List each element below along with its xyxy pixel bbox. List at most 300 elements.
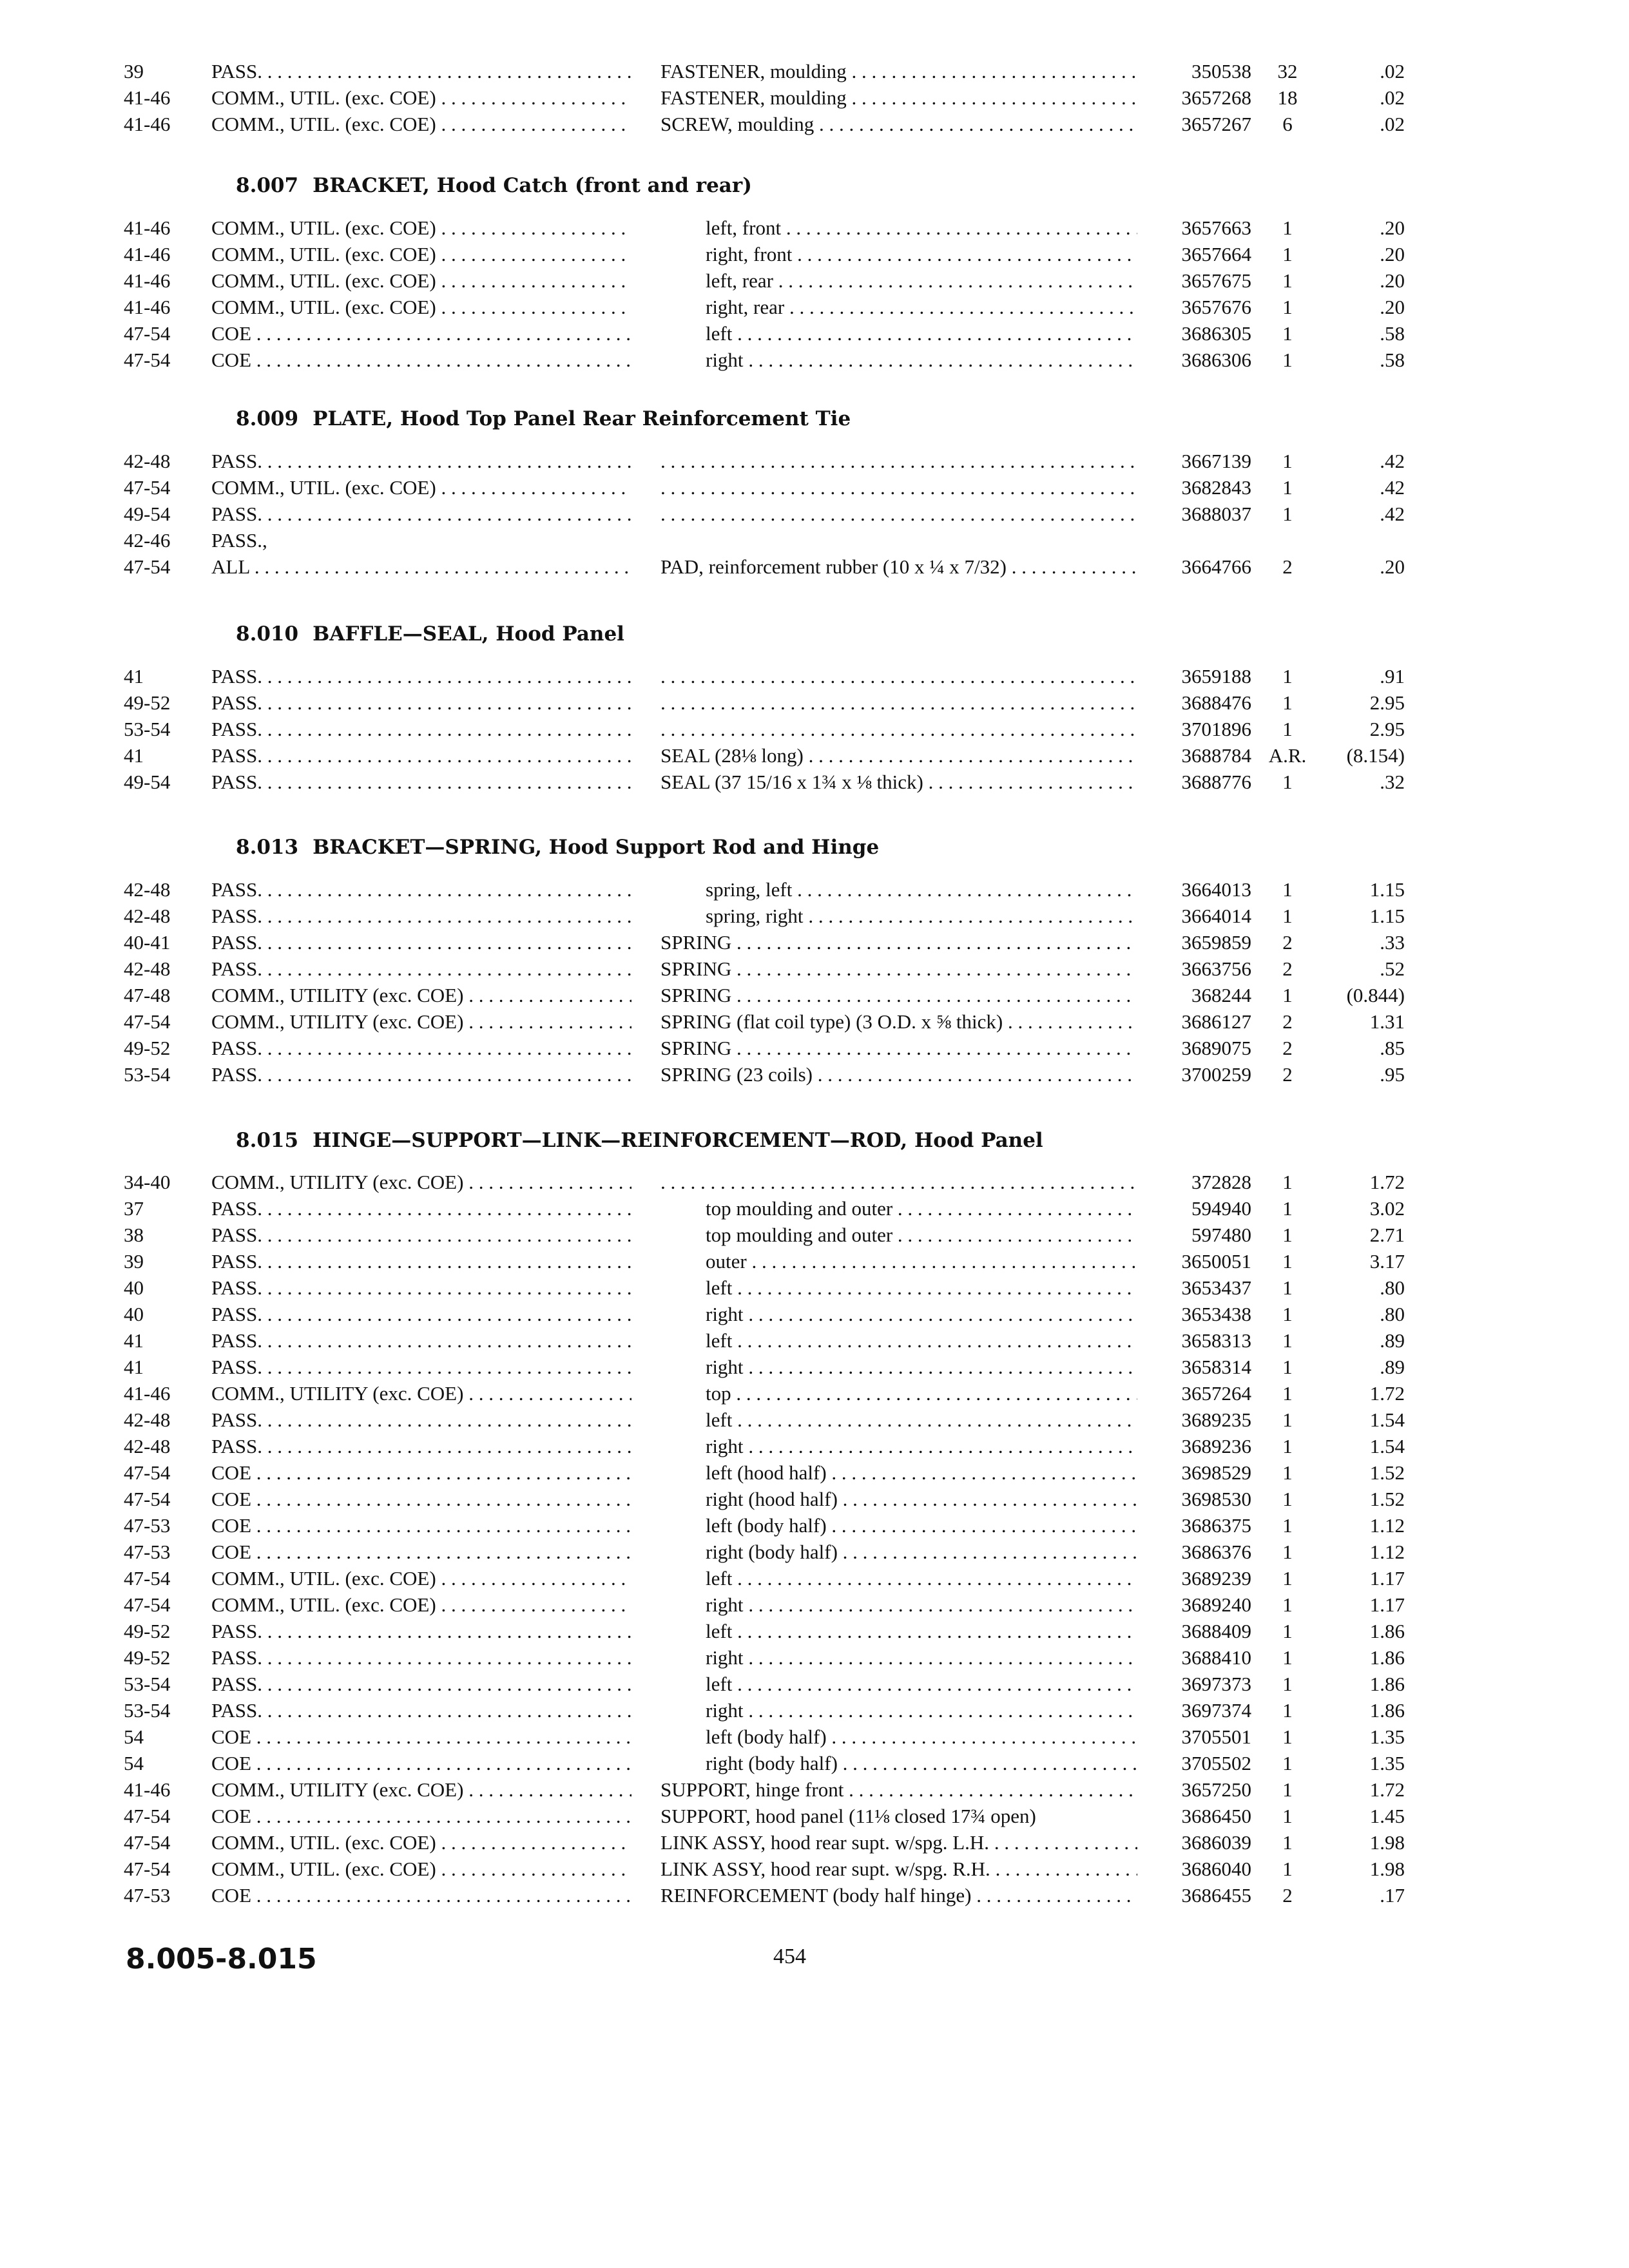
row-model-text: COE bbox=[211, 1884, 251, 1907]
row-part-number: 3653437 bbox=[1181, 1276, 1251, 1299]
row-price: .80 bbox=[1380, 1303, 1405, 1325]
row-quantity: 1 bbox=[1282, 1303, 1293, 1325]
row-model bbox=[211, 474, 631, 501]
row-model bbox=[211, 58, 631, 84]
row-quantity: 1 bbox=[1282, 1171, 1293, 1193]
row-part-number: 3698529 bbox=[1181, 1461, 1251, 1484]
row-description-text: LINK ASSY, hood rear supt. w/spg. L.H. bbox=[660, 1831, 990, 1854]
row-description bbox=[660, 1776, 1137, 1803]
row-quantity: 1 bbox=[1282, 1725, 1293, 1748]
table-row bbox=[0, 1459, 1629, 1486]
row-years: 54 bbox=[124, 1725, 144, 1748]
row-quantity: 1 bbox=[1282, 1514, 1293, 1537]
row-model bbox=[211, 84, 631, 111]
row-model-text: PASS. bbox=[211, 1329, 263, 1352]
table-row bbox=[0, 716, 1629, 742]
row-part-number: 3664766 bbox=[1181, 555, 1251, 578]
row-description-text: SPRING bbox=[660, 931, 732, 954]
row-part-number: 3688037 bbox=[1181, 503, 1251, 525]
table-row bbox=[0, 527, 1629, 553]
row-part-number: 3659188 bbox=[1181, 665, 1251, 687]
row-description bbox=[706, 1724, 1137, 1750]
row-model bbox=[211, 929, 631, 956]
row-quantity: 1 bbox=[1282, 665, 1293, 687]
row-years: 41-46 bbox=[124, 113, 171, 135]
row-description-text: right bbox=[706, 1646, 744, 1669]
table-row bbox=[0, 320, 1629, 347]
row-quantity: 1 bbox=[1282, 1382, 1293, 1405]
row-description bbox=[706, 1222, 1137, 1248]
row-price: 1.15 bbox=[1369, 905, 1405, 927]
row-part-number: 3686306 bbox=[1181, 349, 1251, 371]
row-description-text: right bbox=[706, 1699, 744, 1722]
row-years: 49-54 bbox=[124, 771, 171, 793]
row-quantity: 2 bbox=[1282, 1010, 1293, 1033]
row-description-text: right (hood half) bbox=[706, 1488, 838, 1510]
row-description bbox=[660, 111, 1137, 137]
row-description bbox=[706, 1407, 1137, 1433]
row-description-text: right bbox=[706, 1435, 744, 1457]
table-row bbox=[0, 1697, 1629, 1724]
row-part-number: 3667139 bbox=[1181, 450, 1251, 472]
row-price: .52 bbox=[1380, 957, 1405, 980]
row-quantity: 1 bbox=[1282, 1858, 1293, 1880]
row-description-text: right (body half) bbox=[706, 1752, 838, 1774]
row-model-text: COMM., UTIL. (exc. COE) bbox=[211, 243, 436, 265]
table-row bbox=[0, 1486, 1629, 1512]
row-part-number: 3698530 bbox=[1181, 1488, 1251, 1510]
row-quantity: 1 bbox=[1282, 1197, 1293, 1220]
row-part-number: 3705502 bbox=[1181, 1752, 1251, 1774]
row-quantity: 1 bbox=[1282, 1408, 1293, 1431]
row-model bbox=[211, 1274, 631, 1301]
row-price: 1.17 bbox=[1369, 1567, 1405, 1590]
table-row bbox=[0, 982, 1629, 1008]
row-quantity: 1 bbox=[1282, 1276, 1293, 1299]
row-description-text: top moulding and outer bbox=[706, 1224, 893, 1246]
table-row bbox=[0, 1169, 1629, 1195]
row-model bbox=[211, 294, 631, 320]
row-model bbox=[211, 553, 631, 580]
row-part-number: 3705501 bbox=[1181, 1725, 1251, 1748]
row-part-number: 3686040 bbox=[1181, 1858, 1251, 1880]
row-price: 1.12 bbox=[1369, 1541, 1405, 1563]
row-quantity: 2 bbox=[1282, 1037, 1293, 1059]
table-row bbox=[0, 1618, 1629, 1644]
row-model bbox=[211, 1222, 631, 1248]
row-description-text: SPRING bbox=[660, 1037, 732, 1059]
table-row bbox=[0, 742, 1629, 769]
row-part-number: 372828 bbox=[1191, 1171, 1251, 1193]
row-model-text: COMM., UTIL. (exc. COE) bbox=[211, 296, 436, 318]
row-part-number: 3686305 bbox=[1181, 322, 1251, 345]
row-years: 47-54 bbox=[124, 1461, 171, 1484]
row-price: 1.17 bbox=[1369, 1593, 1405, 1616]
row-model bbox=[211, 1486, 631, 1512]
row-part-number: 3697373 bbox=[1181, 1673, 1251, 1695]
row-model-text: COE bbox=[211, 1461, 251, 1484]
row-price: .20 bbox=[1380, 216, 1405, 239]
row-model-text: PASS. bbox=[211, 450, 263, 472]
row-price: 1.54 bbox=[1369, 1435, 1405, 1457]
row-part-number: 3657675 bbox=[1181, 269, 1251, 292]
row-part-number: 3689075 bbox=[1181, 1037, 1251, 1059]
row-price: .80 bbox=[1380, 1276, 1405, 1299]
row-price: .89 bbox=[1380, 1356, 1405, 1378]
row-model-text: COMM., UTILITY (exc. COE) bbox=[211, 1010, 464, 1033]
row-model-text: COMM., UTIL. (exc. COE) bbox=[211, 1831, 436, 1854]
row-description-text: SUPPORT, hinge front bbox=[660, 1778, 844, 1801]
row-description bbox=[660, 448, 1137, 474]
row-price: .33 bbox=[1380, 931, 1405, 954]
row-description bbox=[706, 1591, 1137, 1618]
row-price: 1.15 bbox=[1369, 878, 1405, 901]
row-part-number: 3686375 bbox=[1181, 1514, 1251, 1537]
row-years: 40-41 bbox=[124, 931, 171, 954]
row-model-text: PASS. bbox=[211, 1356, 263, 1378]
row-description bbox=[706, 320, 1137, 347]
table-row bbox=[0, 1301, 1629, 1327]
row-model-text: COE bbox=[211, 1805, 251, 1827]
footer-section-range: 8.005-8.015 bbox=[126, 1943, 317, 1975]
row-price: .91 bbox=[1380, 665, 1405, 687]
row-quantity: 1 bbox=[1282, 243, 1293, 265]
row-description bbox=[706, 1274, 1137, 1301]
section-title: HINGE—SUPPORT—LINK—REINFORCEMENT—ROD, Hood Panel bbox=[313, 1129, 1043, 1152]
row-years: 47-54 bbox=[124, 1831, 171, 1854]
row-quantity: 1 bbox=[1282, 1488, 1293, 1510]
row-description-text: top bbox=[706, 1382, 731, 1405]
row-description-text: SEAL (37 15/16 x 1¾ x ⅛ thick) bbox=[660, 771, 923, 793]
row-part-number: 3653438 bbox=[1181, 1303, 1251, 1325]
row-quantity: 1 bbox=[1282, 269, 1293, 292]
row-part-number: 3682843 bbox=[1181, 476, 1251, 499]
row-part-number: 594940 bbox=[1191, 1197, 1251, 1220]
row-description bbox=[660, 663, 1137, 689]
row-part-number: 3701896 bbox=[1181, 718, 1251, 740]
row-description bbox=[706, 1618, 1137, 1644]
row-description-text: spring, left bbox=[706, 878, 793, 901]
row-description-text: LINK ASSY, hood rear supt. w/spg. R.H. bbox=[660, 1858, 990, 1880]
table-row bbox=[0, 1407, 1629, 1433]
row-model-text: COE bbox=[211, 349, 251, 371]
row-description-text: left bbox=[706, 1329, 733, 1352]
row-years: 49-52 bbox=[124, 1646, 171, 1669]
row-part-number: 3688476 bbox=[1181, 691, 1251, 714]
row-model bbox=[211, 1169, 631, 1195]
row-model bbox=[211, 956, 631, 982]
row-description-text: SCREW, moulding bbox=[660, 113, 815, 135]
row-description bbox=[660, 474, 1137, 501]
row-years: 54 bbox=[124, 1752, 144, 1774]
row-quantity: 18 bbox=[1277, 86, 1298, 109]
row-quantity: 1 bbox=[1282, 984, 1293, 1006]
row-model-text: PASS. bbox=[211, 1620, 263, 1642]
row-years: 47-54 bbox=[124, 1805, 171, 1827]
row-description bbox=[706, 241, 1137, 267]
row-price: 1.35 bbox=[1369, 1725, 1405, 1748]
row-model bbox=[211, 111, 631, 137]
row-quantity: 6 bbox=[1282, 113, 1293, 135]
row-model bbox=[211, 1644, 631, 1671]
row-description bbox=[660, 716, 1137, 742]
row-model bbox=[211, 1776, 631, 1803]
row-description bbox=[706, 347, 1137, 373]
table-row bbox=[0, 1061, 1629, 1088]
row-price: .95 bbox=[1380, 1063, 1405, 1086]
row-years: 39 bbox=[124, 60, 144, 82]
row-description-text: right bbox=[706, 1356, 744, 1378]
row-years: 49-52 bbox=[124, 691, 171, 714]
row-years: 47-53 bbox=[124, 1541, 171, 1563]
row-model bbox=[211, 903, 631, 929]
row-years: 41 bbox=[124, 744, 144, 767]
row-description-text: right bbox=[706, 1303, 744, 1325]
row-model bbox=[211, 1301, 631, 1327]
row-model bbox=[211, 215, 631, 241]
row-price: 1.35 bbox=[1369, 1752, 1405, 1774]
row-model-text: COMM., UTIL. (exc. COE) bbox=[211, 216, 436, 239]
row-part-number: 3686039 bbox=[1181, 1831, 1251, 1854]
row-part-number: 3657267 bbox=[1181, 113, 1251, 135]
section-title: PLATE, Hood Top Panel Rear Reinforcement Tie bbox=[313, 407, 851, 430]
row-model bbox=[211, 769, 631, 795]
row-model-text: COMM., UTILITY (exc. COE) bbox=[211, 1778, 464, 1801]
row-model-text: COMM., UTIL. (exc. COE) bbox=[211, 1593, 436, 1616]
row-part-number: 3689239 bbox=[1181, 1567, 1251, 1590]
row-years: 41-46 bbox=[124, 296, 171, 318]
section-title: BAFFLE—SEAL, Hood Panel bbox=[313, 622, 624, 646]
row-description-text: PAD, reinforcement rubber (10 x ¼ x 7/32) bbox=[660, 555, 1007, 578]
row-model-text: PASS. bbox=[211, 1303, 263, 1325]
table-row bbox=[0, 1644, 1629, 1671]
table-row bbox=[0, 903, 1629, 929]
row-quantity: 1 bbox=[1282, 1224, 1293, 1246]
row-model-text: PASS. bbox=[211, 771, 263, 793]
row-model bbox=[211, 1327, 631, 1354]
row-model bbox=[211, 1433, 631, 1459]
row-model bbox=[211, 267, 631, 294]
footer-page-number: 454 bbox=[773, 1945, 806, 1968]
row-description-text: right bbox=[706, 349, 744, 371]
row-model-text: COMM., UTIL. (exc. COE) bbox=[211, 269, 436, 292]
row-part-number: 3659859 bbox=[1181, 931, 1251, 954]
section-number: 8.010 bbox=[236, 622, 299, 646]
row-description bbox=[706, 903, 1137, 929]
row-description-text: SPRING (flat coil type) (3 O.D. x ⅝ thick) bbox=[660, 1010, 1003, 1033]
row-quantity: 1 bbox=[1282, 1567, 1293, 1590]
row-years: 41 bbox=[124, 665, 144, 687]
row-model-text: COE bbox=[211, 1725, 251, 1748]
row-years: 42-48 bbox=[124, 1408, 171, 1431]
row-quantity: 2 bbox=[1282, 1063, 1293, 1086]
row-description bbox=[706, 1327, 1137, 1354]
table-row bbox=[0, 553, 1629, 580]
row-model bbox=[211, 1407, 631, 1433]
section-heading bbox=[236, 174, 752, 197]
row-part-number: 3689236 bbox=[1181, 1435, 1251, 1457]
row-model-text: PASS. bbox=[211, 931, 263, 954]
row-price: .02 bbox=[1380, 113, 1405, 135]
row-years: 42-48 bbox=[124, 1435, 171, 1457]
row-years: 49-54 bbox=[124, 503, 171, 525]
row-part-number: 3663756 bbox=[1181, 957, 1251, 980]
table-row bbox=[0, 1008, 1629, 1035]
row-quantity: 1 bbox=[1282, 1831, 1293, 1854]
row-description-text: left bbox=[706, 1620, 733, 1642]
row-model-text: PASS. bbox=[211, 1699, 263, 1722]
table-row bbox=[0, 1671, 1629, 1697]
row-model bbox=[211, 1512, 631, 1539]
table-row bbox=[0, 267, 1629, 294]
row-model bbox=[211, 1618, 631, 1644]
row-model bbox=[211, 1035, 631, 1061]
row-years: 40 bbox=[124, 1303, 144, 1325]
row-model-text: PASS. bbox=[211, 744, 263, 767]
row-part-number: 368244 bbox=[1191, 984, 1251, 1006]
row-price: .58 bbox=[1380, 349, 1405, 371]
row-model bbox=[211, 1882, 631, 1908]
row-model-text: PASS. bbox=[211, 1224, 263, 1246]
table-row bbox=[0, 1222, 1629, 1248]
row-description bbox=[706, 294, 1137, 320]
row-description bbox=[706, 1248, 1137, 1274]
row-part-number: 597480 bbox=[1191, 1224, 1251, 1246]
row-price: .20 bbox=[1380, 555, 1405, 578]
row-price: .17 bbox=[1380, 1884, 1405, 1907]
table-row bbox=[0, 1591, 1629, 1618]
row-description-text: left, rear bbox=[706, 269, 773, 292]
table-row bbox=[0, 769, 1629, 795]
row-quantity: 1 bbox=[1282, 878, 1293, 901]
row-description bbox=[660, 553, 1137, 580]
row-years: 41 bbox=[124, 1356, 144, 1378]
row-price: .20 bbox=[1380, 269, 1405, 292]
row-quantity: 1 bbox=[1282, 476, 1293, 499]
row-years: 34-40 bbox=[124, 1171, 171, 1193]
row-description-text: SPRING bbox=[660, 984, 732, 1006]
row-model bbox=[211, 1671, 631, 1697]
row-description bbox=[706, 1512, 1137, 1539]
row-model bbox=[211, 663, 631, 689]
row-description-text: SPRING (23 coils) bbox=[660, 1063, 813, 1086]
row-part-number: 3658314 bbox=[1181, 1356, 1251, 1378]
row-years: 47-54 bbox=[124, 1010, 171, 1033]
row-description bbox=[706, 1354, 1137, 1380]
row-part-number: 3657264 bbox=[1181, 1382, 1251, 1405]
table-row bbox=[0, 111, 1629, 137]
row-model-text: ALL bbox=[211, 555, 250, 578]
row-model bbox=[211, 1354, 631, 1380]
row-part-number: 350538 bbox=[1191, 60, 1251, 82]
row-part-number: 3686455 bbox=[1181, 1884, 1251, 1907]
table-row bbox=[0, 1327, 1629, 1354]
row-years: 37 bbox=[124, 1197, 144, 1220]
table-row bbox=[0, 1433, 1629, 1459]
table-row bbox=[0, 1354, 1629, 1380]
row-model bbox=[211, 1750, 631, 1776]
row-model bbox=[211, 347, 631, 373]
row-model-text: PASS. bbox=[211, 718, 263, 740]
row-description-text: SPRING bbox=[660, 957, 732, 980]
row-years: 41-46 bbox=[124, 243, 171, 265]
section-heading bbox=[236, 836, 879, 859]
row-model-text: PASS. bbox=[211, 957, 263, 980]
row-model bbox=[211, 1591, 631, 1618]
row-quantity: 1 bbox=[1282, 718, 1293, 740]
row-part-number: 3689240 bbox=[1181, 1593, 1251, 1616]
row-quantity: A.R. bbox=[1268, 744, 1307, 767]
row-part-number: 3688409 bbox=[1181, 1620, 1251, 1642]
row-price: .89 bbox=[1380, 1329, 1405, 1352]
row-price: 1.86 bbox=[1369, 1620, 1405, 1642]
row-model bbox=[211, 241, 631, 267]
table-row bbox=[0, 1882, 1629, 1908]
row-price: 1.72 bbox=[1369, 1171, 1405, 1193]
row-price: 2.95 bbox=[1369, 691, 1405, 714]
row-price: 1.52 bbox=[1369, 1461, 1405, 1484]
row-model-text: PASS. bbox=[211, 1037, 263, 1059]
row-years: 41-46 bbox=[124, 86, 171, 109]
row-quantity: 1 bbox=[1282, 1778, 1293, 1801]
row-description-text: spring, right bbox=[706, 905, 804, 927]
row-model bbox=[211, 1459, 631, 1486]
row-price: .02 bbox=[1380, 60, 1405, 82]
row-price: .42 bbox=[1380, 450, 1405, 472]
row-part-number: 3657663 bbox=[1181, 216, 1251, 239]
section-number: 8.009 bbox=[236, 407, 299, 430]
row-model-text: PASS. bbox=[211, 60, 263, 82]
row-description bbox=[660, 769, 1137, 795]
row-model-text: PASS. bbox=[211, 1063, 263, 1086]
row-description-text: left bbox=[706, 1408, 733, 1431]
section-title: BRACKET, Hood Catch (front and rear) bbox=[313, 174, 752, 197]
row-part-number: 3697374 bbox=[1181, 1699, 1251, 1722]
row-years: 47-54 bbox=[124, 322, 171, 345]
row-model-text: PASS. bbox=[211, 1250, 263, 1273]
table-row bbox=[0, 1750, 1629, 1776]
row-quantity: 1 bbox=[1282, 1752, 1293, 1774]
row-model-text: PASS. bbox=[211, 1435, 263, 1457]
row-quantity: 1 bbox=[1282, 349, 1293, 371]
section-heading bbox=[236, 407, 851, 430]
row-model-text: COMM., UTIL. (exc. COE) bbox=[211, 113, 436, 135]
row-description bbox=[660, 1061, 1137, 1088]
row-years: 47-54 bbox=[124, 1567, 171, 1590]
row-model bbox=[211, 1829, 631, 1856]
section-heading bbox=[236, 1129, 1043, 1152]
row-part-number: 3686127 bbox=[1181, 1010, 1251, 1033]
row-price: (0.844) bbox=[1346, 984, 1405, 1006]
row-description-text: SEAL (28⅛ long) bbox=[660, 744, 804, 767]
row-description-text: right (body half) bbox=[706, 1541, 838, 1563]
row-model bbox=[211, 1856, 631, 1882]
table-row bbox=[0, 1803, 1629, 1829]
row-years: 39 bbox=[124, 1250, 144, 1273]
row-years: 53-54 bbox=[124, 718, 171, 740]
row-model bbox=[211, 716, 631, 742]
table-row bbox=[0, 689, 1629, 716]
table-row bbox=[0, 1248, 1629, 1274]
row-quantity: 1 bbox=[1282, 771, 1293, 793]
row-years: 47-54 bbox=[124, 349, 171, 371]
row-model-text: COMM., UTIL. (exc. COE) bbox=[211, 476, 436, 499]
row-part-number: 3688410 bbox=[1181, 1646, 1251, 1669]
row-description-text: right bbox=[706, 1593, 744, 1616]
section-title: BRACKET—SPRING, Hood Support Rod and Hinge bbox=[313, 836, 880, 859]
row-model-text: COE bbox=[211, 1514, 251, 1537]
row-model bbox=[211, 1061, 631, 1088]
